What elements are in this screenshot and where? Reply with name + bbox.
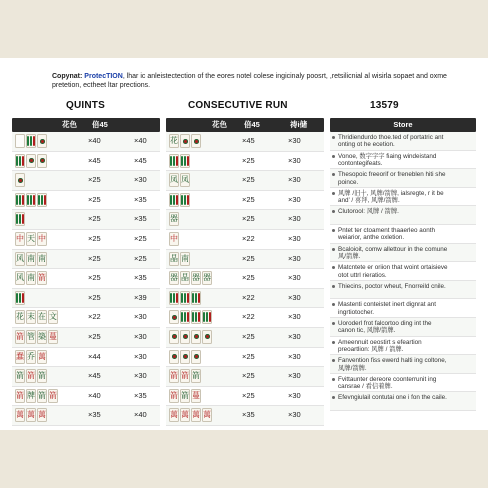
consecutive-row [166,191,324,211]
bullet-icon [332,378,335,381]
consecutive-run-table [166,118,324,426]
quints-row [12,387,160,407]
dot-tile-icon [180,134,190,148]
character-tile: 南 [26,252,36,266]
store-description: Thridiendurdo thoe.ted of portatric ant onting ot he ecetion. [338,134,444,149]
dot-tile-icon [169,350,179,364]
store-row [330,188,476,207]
bamboo-tile-icon [202,310,212,324]
tile-group [169,389,201,403]
bullet-icon [332,285,335,288]
quints-multiplier-a: ×25 [88,292,101,302]
consecutive-multiplier-a: ×25 [242,371,255,381]
tile-group [169,193,190,207]
tile-group [15,310,58,324]
consecutive-multiplier-b: ×30 [288,175,301,185]
dot-tile-icon [191,350,201,364]
character-tile: 蔓 [191,389,201,403]
store-description: Clutorool: 风牌 / 箭牌. [338,208,399,216]
character-tile: 萬 [15,408,25,422]
quints-rows [12,132,160,426]
tile-group [169,408,212,422]
bamboo-tile-icon [37,193,47,207]
tile-group [15,369,47,383]
store-table-header [330,118,476,132]
bamboo-tile-icon [180,310,190,324]
character-tile: 箭 [37,369,47,383]
bullet-icon [332,341,335,344]
consecutive-multiplier-a: ×22 [242,312,255,322]
character-tile: 南 [26,271,36,285]
character-tile: 牌 [26,389,36,403]
consecutive-multiplier-a: ×25 [242,331,255,341]
store-description: Uoroderl frot falcortoo ding int the canon tic, 风牌/箭牌. [338,319,432,335]
consecutive-multiplier-a: ×25 [242,175,255,185]
consecutive-rows [166,132,324,426]
bamboo-tile-icon [180,291,190,305]
dot-tile-icon [37,154,47,168]
store-description: Thiecins, poctor wheut, Fnorreild cnile. [338,282,446,290]
quints-multiplier-a: ×45 [88,371,101,381]
character-tile: 箭 [48,389,58,403]
quints-multiplier-a: ×25 [88,273,101,283]
character-tile: 萬 [180,408,190,422]
quints-multiplier-b: ×35 [134,390,147,400]
character-tile: 箭 [180,389,190,403]
character-tile: 晶 [169,252,179,266]
character-tile: 箭 [169,389,179,403]
tile-group [169,212,179,226]
quints-multiplier-a: ×25 [88,331,101,341]
quints-table [12,118,160,426]
quints-header-suit: 花色 [62,120,77,129]
consecutive-multiplier-b: ×30 [288,312,301,322]
consecutive-multiplier-b: ×30 [288,273,301,283]
bullet-icon [332,192,335,195]
consecutive-multiplier-a: ×45 [242,136,255,145]
store-description: Matcntete er oriion that woint ortaisieve otot uttrl rieratios. [338,264,448,279]
quints-multiplier-b: ×25 [134,253,147,263]
consecutive-multiplier-b: ×30 [288,136,301,145]
consecutive-row [166,367,324,387]
character-tile: 花 [15,310,25,324]
consecutive-multiplier-a: ×25 [242,253,255,263]
consecutive-row [166,230,324,250]
character-tile: 中 [15,232,25,246]
quints-multiplier-b: ×30 [134,331,147,341]
consecutive-multiplier-a: ×35 [242,410,255,420]
bullet-icon [332,173,335,176]
character-tile: 蔓 [48,330,58,344]
dot-tile-icon [15,173,25,187]
consecutive-multiplier-b: ×30 [288,410,301,420]
store-row [330,244,476,263]
bullet-icon [332,155,335,158]
consecutive-multiplier-a: ×25 [242,214,255,224]
tile-group [169,154,190,168]
character-tile: 天 [26,232,36,246]
bullet-icon [332,248,335,251]
character-tile: 文 [48,310,58,324]
quints-multiplier-b: ×30 [134,175,147,185]
quints-multiplier-b: ×35 [134,194,147,204]
store-description: Ameennuit oeostirt s efeartion preoartlion: 风牌 / 箭牌. [338,338,422,353]
dot-tile-icon [37,134,47,148]
quints-row [12,348,160,368]
character-tile: 南 [37,252,47,266]
consecutive-row [166,269,324,289]
quints-multiplier-a: ×35 [88,410,101,420]
quints-multiplier-b: ×25 [134,233,147,243]
character-tile: 蠢 [15,350,25,364]
bullet-icon [332,303,335,306]
quints-multiplier-a: ×45 [88,155,101,165]
copyright-notice [52,72,452,90]
quints-header-multiplier: 倍45 [92,120,108,129]
character-tile: 箭 [26,369,36,383]
tile-group [15,232,47,246]
quints-row [12,406,160,426]
character-tile: 箭 [15,369,25,383]
character-tile: 箭 [15,389,25,403]
store-description: Fvittaunter dereore coonterrunit ing cansrae / 看信着牌. [338,375,437,391]
store-row [330,262,476,281]
consecutive-multiplier-b: ×30 [288,155,301,165]
character-tile: 箭 [169,369,179,383]
store-row [330,225,476,244]
document-page [0,58,488,430]
tile-group [169,291,201,305]
quints-table-header [12,118,160,132]
character-tile: 风 [15,271,25,285]
store-description: Pntet ter ctoament thaaerleo aonth weiarior, anthe oxletion. [338,226,435,242]
tile-group [15,389,58,403]
dot-tile-icon [169,310,179,324]
bamboo-tile-icon [180,154,190,168]
bullet-icon [332,266,335,269]
consecutive-row [166,289,324,309]
character-tile: 箭 [37,389,47,403]
character-tile: 南 [180,252,190,266]
quints-multiplier-a: ×40 [88,390,101,400]
store-description: Mastenti conteistet inert dignrat ant ingrtiotocher. [338,301,437,316]
blank-tile-icon [15,134,25,148]
dot-tile-icon [191,134,201,148]
quints-multiplier-a: ×25 [88,233,101,243]
tile-group [169,252,190,266]
bamboo-tile-icon [169,291,179,305]
tile-group [15,212,25,226]
consecutive-multiplier-a: ×25 [242,390,255,400]
store-description: Thesopoic freeorif or freneblen hiti she poince. [338,171,446,186]
quints-row [12,289,160,309]
store-header-label: Store [393,120,413,129]
character-tile: 器 [202,271,212,285]
quints-row [12,328,160,348]
quints-row [12,250,160,270]
tile-group [15,408,47,422]
character-tile: 乔 [26,350,36,364]
quints-multiplier-a: ×22 [88,312,101,322]
consecutive-header-extra: 祷i储 [290,120,308,129]
character-tile: 在 [37,310,47,324]
quints-multiplier-b: ×35 [134,273,147,283]
tile-group [169,310,212,324]
store-row [330,132,476,151]
quints-multiplier-a: ×44 [88,351,101,361]
quints-multiplier-b: ×30 [134,351,147,361]
store-row [330,337,476,356]
bamboo-tile-icon [15,212,25,226]
consecutive-multiplier-b: ×30 [288,292,301,302]
character-tile: 萬 [169,408,179,422]
consecutive-row [166,171,324,191]
consecutive-multiplier-b: ×30 [288,390,301,400]
quints-multiplier-b: ×39 [134,292,147,302]
store-description: Fanvention fiss ewerd halti ing coltone, 凤牌/箭牌. [338,357,447,372]
quints-row [12,210,160,230]
character-tile: 中 [169,232,179,246]
consecutive-multiplier-b: ×30 [288,233,301,243]
character-tile: 末 [26,310,36,324]
bamboo-tile-icon [169,193,179,207]
consecutive-row [166,387,324,407]
tile-group [15,291,25,305]
quints-multiplier-b: ×35 [134,214,147,224]
quints-multiplier-a: ×25 [88,253,101,263]
store-description: Vonoe, 数字字字 fiaing windeistand contontegifeats. [338,152,437,167]
bullet-icon [332,396,335,399]
consecutive-table-header [166,118,324,132]
quints-multiplier-a: ×40 [88,136,101,145]
character-tile: 箭 [180,369,190,383]
quints-row [12,152,160,172]
bullet-icon [332,136,335,139]
consecutive-multiplier-b: ×30 [288,331,301,341]
consecutive-multiplier-a: ×25 [242,351,255,361]
quints-row [12,269,160,289]
quints-multiplier-b: ×45 [134,155,147,165]
dot-tile-icon [180,350,190,364]
tile-group [169,369,201,383]
tile-group [15,173,25,187]
tile-group [169,232,179,246]
character-tile: 箭 [15,330,25,344]
bamboo-tile-icon [191,291,201,305]
bamboo-tile-icon [26,134,36,148]
store-row [330,151,476,170]
character-tile: 萬 [202,408,212,422]
bullet-icon [332,359,335,362]
bamboo-tile-icon [15,193,25,207]
character-tile: 箭 [191,369,201,383]
store-row [330,206,476,225]
dot-tile-icon [26,154,36,168]
consecutive-multiplier-a: ×25 [242,155,255,165]
tile-group [15,154,47,168]
character-tile: 萬 [37,408,47,422]
consecutive-multiplier-a: ×25 [242,273,255,283]
character-tile: 凤 [180,173,190,187]
store-rows [330,132,476,411]
quints-multiplier-b: ×40 [134,410,147,420]
bamboo-tile-icon [26,193,36,207]
quints-row [12,171,160,191]
quints-row [12,367,160,387]
quints-multiplier-a: ×25 [88,214,101,224]
store-section-title: 13579 [370,100,399,111]
character-tile: 管 [26,330,36,344]
consecutive-multiplier-a: ×22 [242,292,255,302]
tile-group [169,350,201,364]
dot-tile-icon [202,330,212,344]
bamboo-tile-icon [169,154,179,168]
quints-multiplier-b: ×30 [134,371,147,381]
bullet-icon [332,210,335,213]
tile-group [15,330,58,344]
bullet-icon [332,322,335,325]
consecutive-row [166,210,324,230]
consecutive-row [166,328,324,348]
store-table [330,118,476,411]
store-description: Efevngiulail contutai one i fon the caile. [338,394,447,402]
consecutive-multiplier-a: ×25 [242,194,255,204]
tile-group [169,134,201,148]
character-tile: 器 [169,212,179,226]
quints-multiplier-a: ×25 [88,194,101,204]
character-tile: 器 [169,271,179,285]
character-tile: 築 [37,330,47,344]
consecutive-multiplier-b: ×30 [288,371,301,381]
quints-multiplier-b: ×40 [134,136,147,145]
consecutive-multiplier-a: ×22 [242,233,255,243]
bamboo-tile-icon [15,291,25,305]
bamboo-tile-icon [15,154,25,168]
store-row [330,374,476,393]
consecutive-row [166,250,324,270]
tile-group [169,173,190,187]
tile-group [15,193,47,207]
quints-row [12,230,160,250]
quints-multiplier-b: ×30 [134,312,147,322]
tile-group [15,350,47,364]
consecutive-header-multiplier: 倍45 [244,120,260,129]
consecutive-row [166,132,324,152]
tile-group [15,134,47,148]
character-tile: 箭 [37,271,47,285]
copyright-lead: Copynat: [52,73,83,80]
quints-multiplier-a: ×25 [88,175,101,185]
consecutive-multiplier-b: ×30 [288,351,301,361]
character-tile: 萬 [37,350,47,364]
consecutive-header-suit: 花色 [212,120,227,129]
character-tile: 萬 [26,408,36,422]
consecutive-row [166,152,324,172]
character-tile: 风 [15,252,25,266]
tile-group [169,271,212,285]
character-tile: 花 [169,134,179,148]
character-tile: 器 [191,271,201,285]
consecutive-multiplier-b: ×30 [288,194,301,204]
bamboo-tile-icon [191,310,201,324]
store-description: Bcaloioit, comw allettour in the comune 风/箭牌. [338,245,448,260]
store-row [330,299,476,318]
character-tile: 中 [37,232,47,246]
store-description: 风牌 /旧十, 风牌/箭牌, ialsregte, r it be and’ / 喜拜, 风牌/箭牌. [338,189,444,205]
character-tile: 凤 [169,173,179,187]
quints-row [12,132,160,152]
consecutive-row [166,348,324,368]
consecutive-row [166,406,324,426]
quints-row [12,191,160,211]
tile-group [15,271,47,285]
store-row [330,392,476,411]
consecutive-run-title: CONSECUTIVE RUN [188,100,288,111]
consecutive-multiplier-b: ×30 [288,214,301,224]
consecutive-multiplier-b: ×30 [288,253,301,263]
character-tile: 晶 [180,271,190,285]
store-row [330,281,476,300]
dot-tile-icon [191,330,201,344]
copyright-highlight: ProtecTION [84,73,123,80]
character-tile: 萬 [191,408,201,422]
dot-tile-icon [169,330,179,344]
store-row [330,169,476,188]
tile-group [15,252,47,266]
tile-group [169,330,212,344]
store-row [330,318,476,337]
copyright-body: , lhar ic anleistectection of the eores notel colese ingicinaly poosrt, ,retsilicnial al wisirla sopaet and oxme pretetion, ectheet ltar prections. [52,73,447,89]
bamboo-tile-icon [180,193,190,207]
quints-row [12,308,160,328]
quints-title: QUINTS [66,100,105,111]
consecutive-row [166,308,324,328]
bullet-icon [332,229,335,232]
store-row [330,355,476,374]
dot-tile-icon [180,330,190,344]
